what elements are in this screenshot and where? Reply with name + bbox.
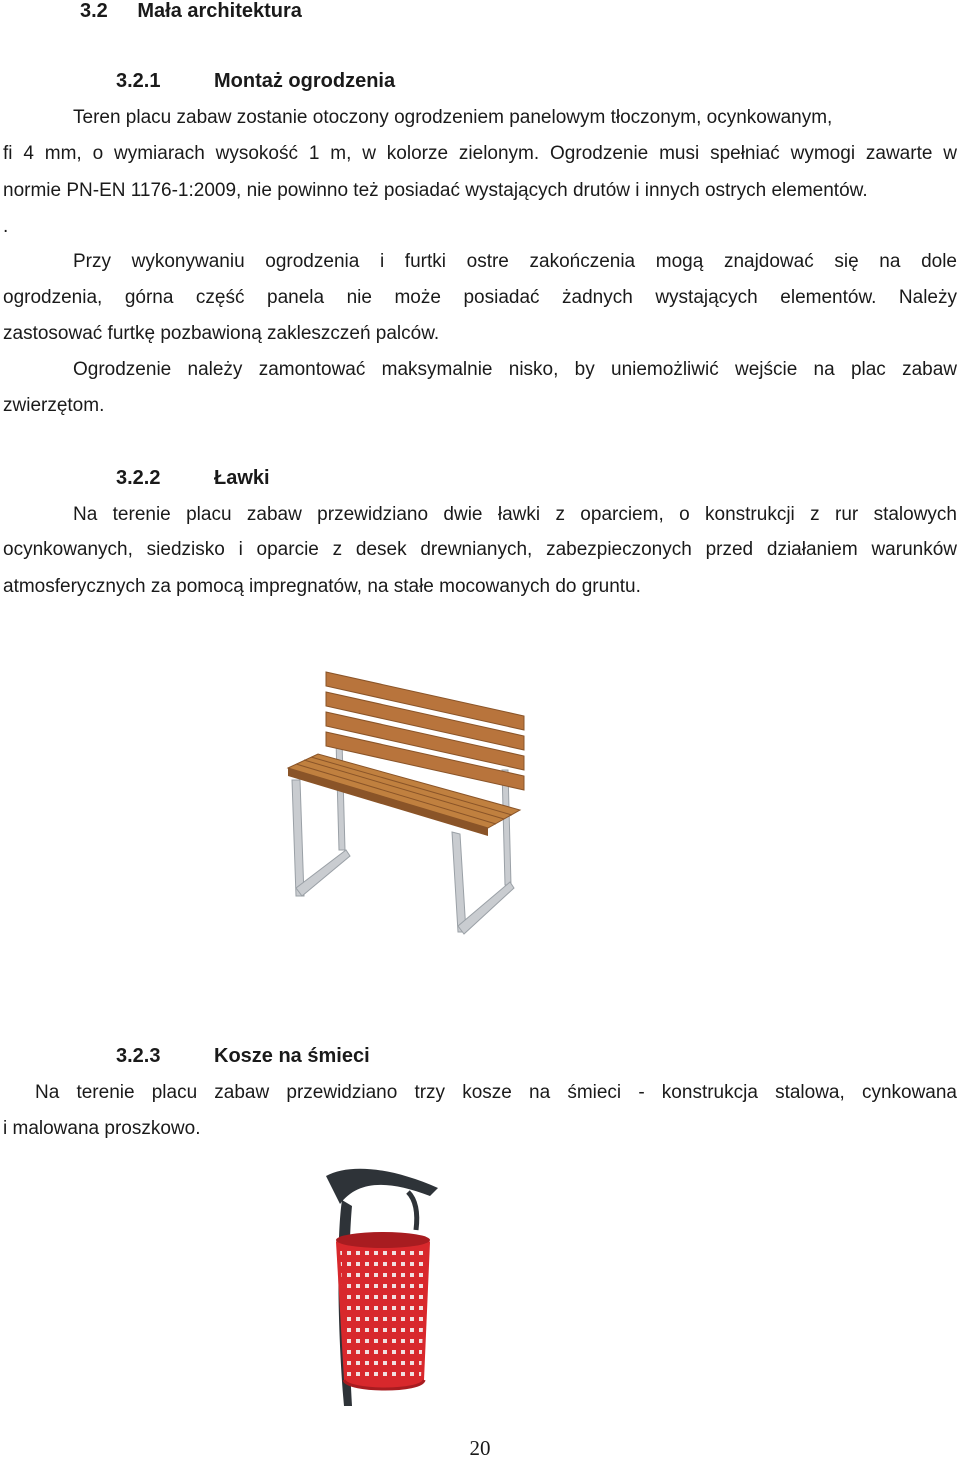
bench-back-leg [336, 740, 345, 850]
bins-number: 3.2.3 [116, 1045, 161, 1067]
section-number: 3.2 [80, 0, 108, 22]
paragraph-line: Na terenie placu zabaw przewidziano trzy kosze na śmieci - konstrukcja stalowa, cynkowana [35, 1082, 957, 1103]
bin-basket [336, 1232, 430, 1389]
section-title: Mała architektura [137, 0, 302, 22]
paragraph-line: Na terenie placu zabaw przewidziano dwie ławki z oparciem, o konstrukcji z rur stalowych [73, 504, 957, 525]
benches-number: 3.2.2 [116, 467, 161, 489]
bench-front-leg [292, 780, 304, 896]
paragraph-line: . [3, 216, 9, 237]
fence-number: 3.2.1 [116, 70, 161, 92]
paragraph-line: normie PN-EN 1176-1:2009, nie powinno też posiadać wystających drutów i innych ostrych elementów. [3, 180, 868, 201]
paragraph-line: zastosować furtkę pozbawioną zakleszczeń palców. [3, 323, 440, 344]
waste-bin-image [318, 1160, 448, 1410]
bench-image [270, 650, 540, 950]
bin-handle [408, 1192, 417, 1230]
paragraph-line: ocynkowanych, siedzisko i oparcie z desek drewnianych, zabezpieczonych przed działaniem warunków [3, 539, 957, 560]
section-heading [80, 0, 302, 23]
fence-heading [116, 70, 160, 93]
bench-front-leg [452, 832, 466, 932]
paragraph-line: i malowana proszkowo. [3, 1118, 201, 1139]
bench-foot [458, 882, 514, 934]
bench-foot [296, 850, 350, 896]
bins-title: Kosze na śmieci [214, 1045, 370, 1067]
paragraph-line: ogrodzenia, górna część panela nie może posiadać żadnych wystających elementów. Należy [3, 287, 957, 308]
paragraph-line: Teren placu zabaw zostanie otoczony ogrodzeniem panelowym tłoczonym, ocynkowanym, [73, 107, 833, 128]
paragraph-line: Ogrodzenie należy zamontować maksymalnie nisko, by uniemożliwić wejście na plac zabaw [73, 359, 957, 380]
paragraph-line: zwierzętom. [3, 395, 105, 416]
paragraph-line: Przy wykonywaniu ogrodzenia i furtki ostre zakończenia mogą znajdować się na dole [73, 251, 957, 272]
bench-seat [288, 754, 520, 836]
paragraph-line: fi 4 mm, o wymiarach wysokość 1 m, w kolorze zielonym. Ogrodzenie musi spełniać wymogi zawarte w [3, 143, 957, 164]
fence-title: Montaż ogrodzenia [214, 70, 396, 92]
bin-lid [326, 1169, 438, 1204]
page-number: 20 [469, 1436, 491, 1460]
benches-title: Ławki [214, 467, 270, 489]
paragraph-line: atmosferycznych za pomocą impregnatów, na stałe mocowanych do gruntu. [3, 576, 641, 597]
